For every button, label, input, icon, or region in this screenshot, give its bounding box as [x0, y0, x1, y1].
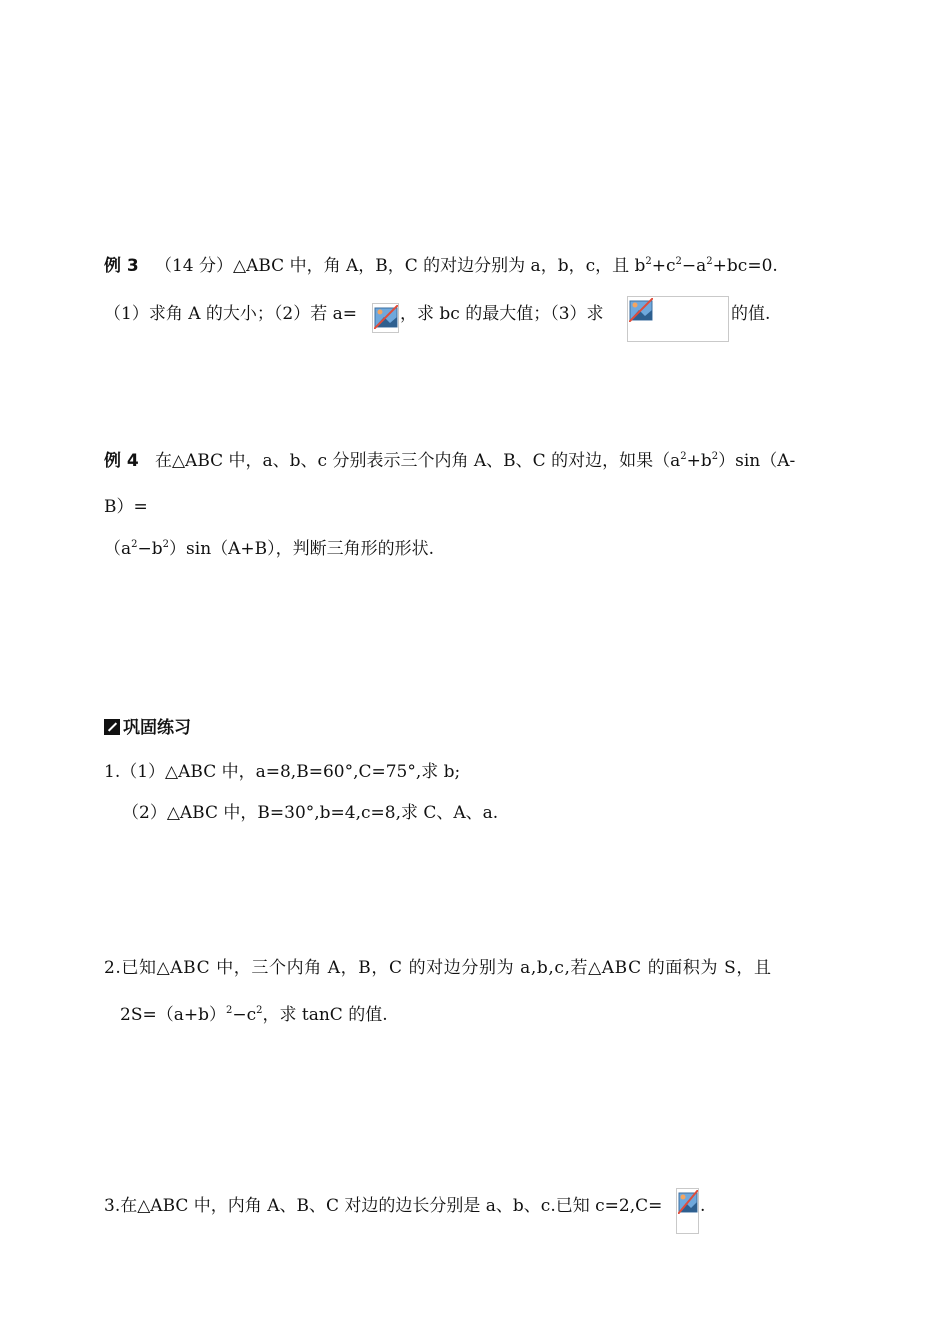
question-1-line-2: （2）△ABC 中，B=30°,b=4,c=8,求 C、A、a.: [122, 803, 499, 823]
example-4-label: 例 4: [104, 451, 139, 471]
section-title: 巩固练习: [123, 718, 191, 738]
example-3-label: 例 3: [104, 256, 139, 276]
broken-image-icon: [676, 1188, 699, 1234]
question-2-line-1: 2.已知△ABC 中，三个内角 A，B，C 的对边分别为 a,b,c,若△ABC 的面积为 S，且: [104, 958, 772, 978]
image-placeholder-icon: [629, 298, 653, 322]
question-3-period: .: [700, 1196, 706, 1216]
question-1-line-1: 1.（1）△ABC 中，a=8,B=60°,C=75°,求 b;: [104, 762, 461, 782]
question-3-line-1: 3.在△ABC 中，内角 A、B、C 对边的边长分别是 a、b、c.已知 c=2,C=: [104, 1196, 663, 1216]
example-3-line-2-a: （1）求角 A 的大小；（2）若 a=: [104, 304, 357, 324]
section-heading: [104, 716, 191, 740]
image-placeholder-icon: [678, 1190, 698, 1214]
pencil-icon: [104, 719, 120, 735]
image-placeholder-icon: [374, 305, 398, 329]
example-4-line-3: $(a^2-b^2)\sin(A+B)$，判断三角形的形状.: [104, 539, 435, 559]
broken-image-icon: [372, 303, 399, 333]
example-3-line-2-b: ，求 bc 的最大值；（3）求: [400, 304, 604, 324]
broken-image-icon: [627, 296, 729, 342]
example-4-line-2: B）=: [104, 497, 148, 517]
example-3-line-2-c: 的值.: [731, 304, 771, 324]
example-3-line-1: 例 3 （14 分）△ABC 中，角 A，B，C 的对边分别为 a，b，c，且 $b^2+c^2-a^2+bc=0$.: [104, 256, 778, 276]
question-2-line-2: $2S=(a+b)^2-c^2$，求 tanC 的值.: [120, 1005, 388, 1025]
example-4-line-1: 例 4 在△ABC 中，a、b、c 分别表示三个内角 A、B、C 的对边，如果$(a^2+b^2)\sin(A-$: [104, 451, 796, 471]
